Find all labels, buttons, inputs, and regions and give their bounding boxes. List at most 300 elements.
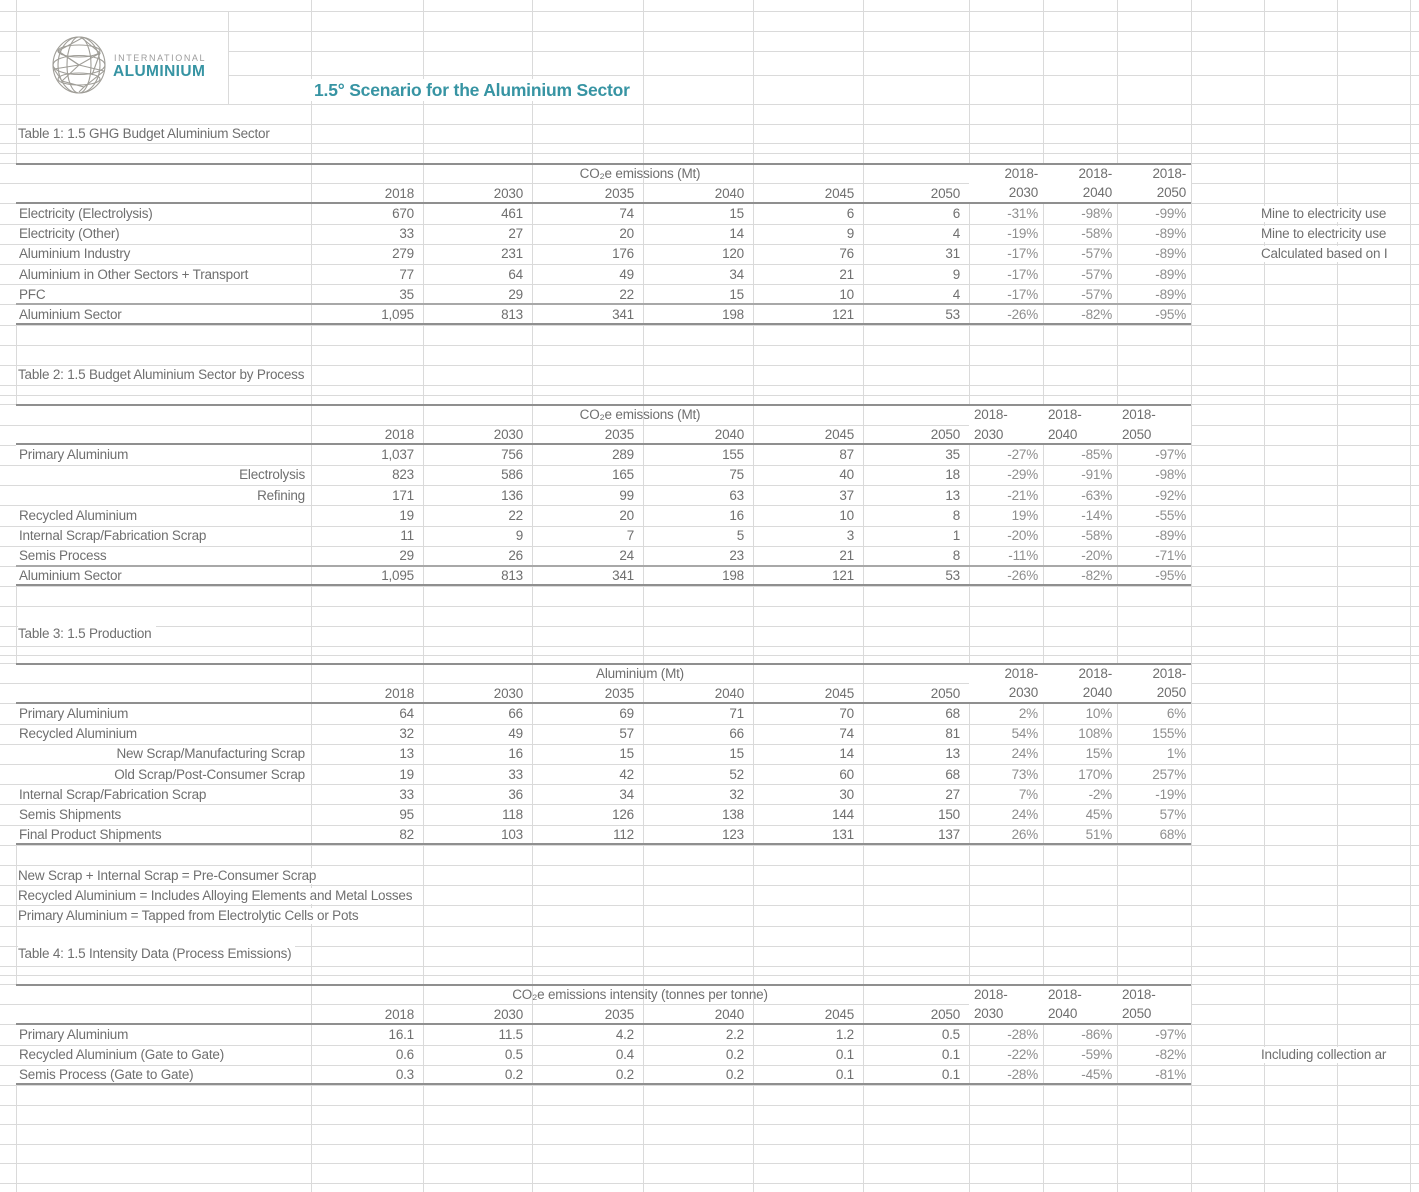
pct-cell[interactable]: 73%: [1011, 766, 1038, 782]
row-label-cell[interactable]: Semis Process: [19, 548, 107, 564]
pct-cell[interactable]: 45%: [1085, 806, 1112, 822]
year-header[interactable]: 2018: [384, 1006, 414, 1022]
value-cell[interactable]: 75: [729, 467, 744, 483]
pct-cell[interactable]: -81%: [1155, 1067, 1186, 1083]
row-label-cell[interactable]: Semis Shipments: [19, 806, 122, 822]
pct-cell[interactable]: -31%: [1007, 205, 1038, 221]
pct-range-header-line: 2030: [1008, 185, 1038, 201]
value-cell[interactable]: 9: [846, 226, 854, 242]
year-header[interactable]: 2050: [930, 1006, 960, 1022]
pct-cell[interactable]: -86%: [1081, 1026, 1112, 1042]
year-header[interactable]: 2035: [604, 426, 634, 442]
value-cell[interactable]: 76: [839, 246, 854, 262]
unit-header: Aluminium (Mt): [596, 665, 684, 681]
value-cell[interactable]: 99: [619, 487, 634, 503]
row-label-cell[interactable]: Final Product Shipments: [19, 827, 162, 843]
year-header[interactable]: 2035: [604, 685, 634, 701]
value-cell[interactable]: 0.1: [941, 1047, 960, 1063]
value-cell[interactable]: 69: [619, 705, 634, 721]
value-cell[interactable]: 137: [938, 827, 960, 843]
gridline-horizontal: [0, 143, 1419, 144]
row-label-cell[interactable]: Primary Aluminium: [19, 447, 129, 463]
row-label-cell[interactable]: Primary Aluminium: [19, 1026, 129, 1042]
value-cell[interactable]: 0.5: [941, 1026, 960, 1042]
pct-cell[interactable]: -22%: [1007, 1047, 1038, 1063]
value-cell[interactable]: 20: [619, 507, 634, 523]
gridline-horizontal: [0, 926, 1419, 927]
value-cell[interactable]: 82: [399, 827, 414, 843]
row-label-cell[interactable]: Internal Scrap/Fabrication Scrap: [19, 528, 207, 544]
value-cell[interactable]: 6: [846, 205, 854, 221]
value-cell[interactable]: 33: [399, 226, 414, 242]
pct-range-header[interactable]: [969, 664, 1043, 703]
pct-range-header[interactable]: [969, 164, 1043, 203]
value-cell[interactable]: 1,095: [381, 306, 414, 322]
pct-cell[interactable]: -2%: [1088, 786, 1112, 802]
value-cell[interactable]: 37: [839, 487, 854, 503]
value-cell[interactable]: 32: [729, 786, 744, 802]
pct-cell[interactable]: -89%: [1155, 226, 1186, 242]
value-cell[interactable]: 138: [722, 806, 744, 822]
table-4: [16, 984, 1191, 1085]
value-cell[interactable]: 670: [392, 205, 414, 221]
row-label-cell[interactable]: Refining: [257, 487, 305, 503]
table-header-border: [16, 702, 1191, 704]
row-label-cell[interactable]: Aluminium in Other Sectors + Transport: [19, 266, 249, 282]
table4-section-label[interactable]: Table 4: 1.5 Intensity Data (Process Emissions): [18, 946, 295, 962]
value-cell[interactable]: 87: [839, 447, 854, 463]
page-title[interactable]: 1.5° Scenario for the Aluminium Sector: [310, 79, 634, 101]
pct-cell[interactable]: -28%: [1007, 1067, 1038, 1083]
row-label-cell[interactable]: Recycled Aluminium: [19, 507, 137, 523]
value-cell[interactable]: 165: [612, 467, 634, 483]
value-cell[interactable]: 10: [839, 286, 854, 302]
pct-cell[interactable]: -82%: [1155, 1047, 1186, 1063]
pct-cell[interactable]: -59%: [1081, 1047, 1112, 1063]
row-side-note[interactable]: Calculated based on I: [1261, 246, 1402, 262]
pct-cell[interactable]: -71%: [1155, 548, 1186, 564]
year-header[interactable]: 2030: [493, 185, 523, 201]
year-header[interactable]: 2035: [604, 1006, 634, 1022]
value-cell[interactable]: 14: [839, 746, 854, 762]
pct-cell[interactable]: -55%: [1155, 507, 1186, 523]
value-cell[interactable]: 40: [839, 467, 854, 483]
value-cell[interactable]: 23: [729, 548, 744, 564]
year-header[interactable]: 2018: [384, 426, 414, 442]
value-cell[interactable]: 8: [952, 548, 960, 564]
gridline-horizontal: [0, 586, 1419, 587]
value-cell[interactable]: 18: [945, 467, 960, 483]
pct-cell[interactable]: 15%: [1085, 746, 1112, 762]
year-header[interactable]: 2050: [930, 185, 960, 201]
row-label-cell[interactable]: New Scrap/Manufacturing Scrap: [116, 746, 305, 762]
year-header[interactable]: 2045: [824, 426, 854, 442]
pct-cell[interactable]: -92%: [1155, 487, 1186, 503]
table2-section-label[interactable]: Table 2: 1.5 Budget Aluminium Sector by Process: [18, 367, 308, 383]
footnote-1[interactable]: New Scrap + Internal Scrap = Pre-Consumer Scrap: [18, 868, 320, 884]
value-cell[interactable]: 35: [945, 447, 960, 463]
pct-cell[interactable]: -19%: [1155, 786, 1186, 802]
value-cell[interactable]: 64: [399, 705, 414, 721]
value-cell[interactable]: 11: [400, 528, 414, 544]
pct-cell[interactable]: 2%: [1018, 705, 1038, 721]
pct-cell[interactable]: 24%: [1011, 806, 1038, 822]
value-cell[interactable]: 95: [399, 806, 414, 822]
pct-cell[interactable]: 170%: [1078, 766, 1112, 782]
pct-cell[interactable]: -21%: [1007, 487, 1038, 503]
year-header[interactable]: 2040: [714, 426, 744, 442]
value-cell[interactable]: 13: [945, 487, 960, 503]
value-cell[interactable]: 16.1: [388, 1026, 414, 1042]
value-cell[interactable]: 120: [722, 246, 744, 262]
value-cell[interactable]: 144: [832, 806, 854, 822]
value-cell[interactable]: 0.1: [941, 1067, 960, 1083]
year-header[interactable]: 2050: [930, 685, 960, 701]
value-cell[interactable]: 150: [938, 806, 960, 822]
value-cell[interactable]: 0.5: [504, 1047, 523, 1063]
value-cell[interactable]: 63: [729, 487, 744, 503]
value-cell[interactable]: 0.6: [395, 1047, 414, 1063]
value-cell[interactable]: 121: [832, 568, 854, 584]
value-cell[interactable]: 155: [722, 447, 744, 463]
pct-cell[interactable]: -89%: [1155, 266, 1186, 282]
value-cell[interactable]: 289: [612, 447, 634, 463]
value-cell[interactable]: 0.2: [615, 1067, 634, 1083]
value-cell[interactable]: 34: [619, 786, 634, 802]
gridline-horizontal: [0, 885, 1419, 886]
pct-cell[interactable]: -11%: [1008, 548, 1038, 564]
year-header[interactable]: 2040: [714, 185, 744, 201]
value-cell[interactable]: 1: [952, 528, 960, 544]
year-header[interactable]: 2035: [604, 185, 634, 201]
value-cell[interactable]: 66: [508, 705, 523, 721]
pct-cell[interactable]: -97%: [1155, 447, 1186, 463]
pct-cell[interactable]: -57%: [1081, 286, 1112, 302]
value-cell[interactable]: 52: [729, 766, 744, 782]
row-label-cell[interactable]: Electricity (Electrolysis): [19, 205, 153, 221]
pct-cell[interactable]: -89%: [1155, 528, 1186, 544]
value-cell[interactable]: 5: [736, 528, 744, 544]
value-cell[interactable]: 0.2: [725, 1047, 744, 1063]
value-cell[interactable]: 15: [729, 205, 744, 221]
pct-cell[interactable]: 19%: [1011, 507, 1038, 523]
pct-cell[interactable]: -58%: [1081, 528, 1112, 544]
value-cell[interactable]: 813: [501, 568, 523, 584]
row-label-cell[interactable]: Aluminium Sector: [19, 568, 122, 584]
pct-cell[interactable]: -45%: [1081, 1067, 1112, 1083]
pct-range-header-line: 2050: [1122, 426, 1152, 442]
pct-range-header[interactable]: [1043, 985, 1117, 1024]
pct-cell[interactable]: -17%: [1007, 246, 1038, 262]
value-cell[interactable]: 27: [508, 226, 523, 242]
value-cell[interactable]: 131: [832, 827, 854, 843]
value-cell[interactable]: 81: [945, 726, 960, 742]
year-header[interactable]: 2045: [824, 185, 854, 201]
value-cell[interactable]: 68: [945, 705, 960, 721]
pct-cell[interactable]: -29%: [1007, 467, 1038, 483]
value-cell[interactable]: 26: [508, 548, 523, 564]
year-header[interactable]: 2040: [714, 685, 744, 701]
pct-range-header[interactable]: [1117, 664, 1191, 703]
value-cell[interactable]: 22: [619, 286, 634, 302]
pct-cell[interactable]: 54%: [1011, 726, 1038, 742]
pct-cell[interactable]: -19%: [1007, 226, 1038, 242]
row-label-cell[interactable]: Electricity (Other): [19, 226, 120, 242]
value-cell[interactable]: 64: [508, 266, 523, 282]
pct-cell[interactable]: -26%: [1007, 306, 1038, 322]
pct-range-header-line: 2030: [974, 426, 1004, 442]
pct-cell[interactable]: -89%: [1155, 286, 1186, 302]
value-cell[interactable]: 49: [619, 266, 634, 282]
value-cell[interactable]: 341: [612, 568, 634, 584]
value-cell[interactable]: 1,095: [381, 568, 414, 584]
value-cell[interactable]: 136: [501, 487, 523, 503]
pct-cell[interactable]: -57%: [1081, 246, 1112, 262]
row-label-cell[interactable]: Recycled Aluminium (Gate to Gate): [19, 1047, 224, 1063]
pct-cell[interactable]: -99%: [1155, 205, 1186, 221]
pct-cell[interactable]: -26%: [1007, 568, 1038, 584]
value-cell[interactable]: 461: [501, 205, 523, 221]
pct-cell[interactable]: -28%: [1007, 1026, 1038, 1042]
value-cell[interactable]: 0.2: [504, 1067, 523, 1083]
value-cell[interactable]: 6: [952, 205, 960, 221]
table1-section-label[interactable]: Table 1: 1.5 GHG Budget Aluminium Sector: [18, 126, 274, 142]
gridline-horizontal: [0, 865, 1419, 866]
value-cell[interactable]: 31: [945, 246, 960, 262]
pct-cell[interactable]: 108%: [1078, 726, 1112, 742]
value-cell[interactable]: 13: [399, 746, 414, 762]
table-top-border: [16, 984, 1191, 986]
pct-cell[interactable]: -63%: [1081, 487, 1112, 503]
value-cell[interactable]: 13: [945, 746, 960, 762]
footnote-3[interactable]: Primary Aluminium = Tapped from Electrolytic Cells or Pots: [18, 908, 362, 924]
value-cell[interactable]: 9: [952, 266, 960, 282]
value-cell[interactable]: 198: [722, 306, 744, 322]
footnote-2[interactable]: Recycled Aluminium = Includes Alloying Elements and Metal Losses: [18, 888, 416, 904]
value-cell[interactable]: 36: [508, 786, 523, 802]
value-cell[interactable]: 126: [612, 806, 634, 822]
row-side-note[interactable]: Mine to electricity use: [1261, 226, 1402, 242]
year-header[interactable]: 2018: [384, 185, 414, 201]
value-cell[interactable]: 0.1: [835, 1047, 854, 1063]
row-label-cell[interactable]: Primary Aluminium: [19, 705, 129, 721]
pct-cell[interactable]: 24%: [1011, 746, 1038, 762]
value-cell[interactable]: 19: [399, 507, 414, 523]
value-cell[interactable]: 0.3: [395, 1067, 414, 1083]
pct-cell[interactable]: 57%: [1159, 806, 1186, 822]
pct-range-header[interactable]: [1117, 405, 1191, 444]
pct-cell[interactable]: -82%: [1081, 306, 1112, 322]
value-cell[interactable]: 29: [508, 286, 523, 302]
value-cell[interactable]: 176: [612, 246, 634, 262]
value-cell[interactable]: 103: [501, 827, 523, 843]
value-cell[interactable]: 57: [619, 726, 634, 742]
value-cell[interactable]: 0.4: [615, 1047, 634, 1063]
pct-range-header[interactable]: [969, 405, 1043, 444]
pct-cell[interactable]: -98%: [1081, 205, 1112, 221]
pct-range-header-line: 2018-: [1004, 166, 1038, 181]
value-cell[interactable]: 198: [722, 568, 744, 584]
row-label-cell[interactable]: Electrolysis: [239, 467, 305, 483]
value-cell[interactable]: 15: [729, 746, 744, 762]
value-cell[interactable]: 35: [399, 286, 414, 302]
pct-cell[interactable]: -20%: [1081, 548, 1112, 564]
row-label-cell[interactable]: Aluminium Sector: [19, 306, 122, 322]
value-cell[interactable]: 171: [392, 487, 414, 503]
year-header[interactable]: 2045: [824, 1006, 854, 1022]
value-cell[interactable]: 15: [619, 746, 634, 762]
value-cell[interactable]: 60: [839, 766, 854, 782]
pct-range-header-line: 2018-: [1048, 407, 1082, 423]
year-header[interactable]: 2040: [714, 1006, 744, 1022]
year-header[interactable]: 2050: [930, 426, 960, 442]
value-cell[interactable]: 10: [839, 507, 854, 523]
year-header[interactable]: 2018: [384, 685, 414, 701]
gridline-horizontal: [0, 606, 1419, 607]
value-cell[interactable]: 33: [508, 766, 523, 782]
value-cell[interactable]: 11.5: [498, 1026, 523, 1042]
unit-header: CO₂e emissions (Mt): [579, 406, 701, 422]
value-cell[interactable]: 341: [612, 306, 634, 322]
pct-cell[interactable]: -57%: [1081, 266, 1112, 282]
pct-range-header-line: 2040: [1048, 426, 1078, 442]
value-cell[interactable]: 279: [392, 246, 414, 262]
value-cell[interactable]: 33: [399, 786, 414, 802]
value-cell[interactable]: 756: [501, 447, 523, 463]
value-cell[interactable]: 77: [399, 266, 414, 282]
value-cell[interactable]: 8: [952, 507, 960, 523]
value-cell[interactable]: 53: [945, 568, 960, 584]
value-cell[interactable]: 70: [839, 705, 854, 721]
pct-cell[interactable]: 10%: [1085, 705, 1112, 721]
pct-range-header-line: 2040: [1082, 185, 1112, 201]
value-cell[interactable]: 21: [839, 548, 854, 564]
pct-cell[interactable]: -98%: [1155, 467, 1186, 483]
unit-header: CO₂e emissions (Mt): [579, 165, 701, 181]
value-cell[interactable]: 586: [501, 467, 523, 483]
row-label-cell[interactable]: Semis Process (Gate to Gate): [19, 1067, 194, 1083]
pct-cell[interactable]: -17%: [1007, 266, 1038, 282]
pct-cell[interactable]: -14%: [1081, 507, 1112, 523]
pct-range-header[interactable]: [1117, 985, 1191, 1024]
value-cell[interactable]: 4: [952, 226, 960, 242]
value-cell[interactable]: 74: [619, 205, 634, 221]
value-cell[interactable]: 813: [501, 306, 523, 322]
value-cell[interactable]: 231: [501, 246, 523, 262]
pct-cell[interactable]: -97%: [1155, 1026, 1186, 1042]
pct-cell[interactable]: -95%: [1155, 306, 1186, 322]
year-header[interactable]: 2030: [493, 685, 523, 701]
value-cell[interactable]: 118: [502, 806, 523, 822]
row-label-cell[interactable]: Aluminium Industry: [19, 246, 131, 262]
pct-cell[interactable]: 155%: [1152, 726, 1186, 742]
pct-cell[interactable]: 68%: [1159, 827, 1186, 843]
pct-range-header[interactable]: [969, 985, 1043, 1024]
value-cell[interactable]: 4.2: [615, 1026, 634, 1042]
pct-cell[interactable]: -91%: [1081, 467, 1112, 483]
value-cell[interactable]: 34: [729, 266, 744, 282]
value-cell[interactable]: 27: [945, 786, 960, 802]
value-cell[interactable]: 30: [839, 786, 854, 802]
row-side-note[interactable]: Mine to electricity use: [1261, 206, 1402, 222]
pct-cell[interactable]: -95%: [1155, 568, 1186, 584]
pct-cell[interactable]: -82%: [1081, 568, 1112, 584]
value-cell[interactable]: 29: [399, 548, 414, 564]
row-label-cell[interactable]: Internal Scrap/Fabrication Scrap: [19, 786, 207, 802]
pct-cell[interactable]: 7%: [1018, 786, 1038, 802]
row-label-cell[interactable]: Recycled Aluminium: [19, 726, 137, 742]
value-cell[interactable]: 4: [952, 286, 960, 302]
pct-range-header[interactable]: [1043, 664, 1117, 703]
value-cell[interactable]: 74: [839, 726, 854, 742]
value-cell[interactable]: 2.2: [725, 1026, 744, 1042]
value-cell[interactable]: 49: [508, 726, 523, 742]
value-cell[interactable]: 32: [399, 726, 414, 742]
pct-range-header[interactable]: [1043, 164, 1117, 203]
value-cell[interactable]: 9: [515, 528, 523, 544]
pct-range-header[interactable]: [1043, 405, 1117, 444]
value-cell[interactable]: 3: [846, 528, 854, 544]
table-2: [16, 404, 1191, 586]
pct-cell[interactable]: 1%: [1166, 746, 1186, 762]
year-header[interactable]: 2030: [493, 1006, 523, 1022]
year-header[interactable]: 2030: [493, 426, 523, 442]
row-label-cell[interactable]: Old Scrap/Post-Consumer Scrap: [114, 766, 305, 782]
year-header[interactable]: 2045: [824, 685, 854, 701]
value-cell[interactable]: 24: [619, 548, 634, 564]
value-cell[interactable]: 19: [399, 766, 414, 782]
pct-cell[interactable]: 51%: [1085, 827, 1112, 843]
value-cell[interactable]: 21: [839, 266, 854, 282]
value-cell[interactable]: 66: [729, 726, 744, 742]
row-label-cell[interactable]: PFC: [19, 286, 46, 302]
pct-cell[interactable]: -17%: [1007, 286, 1038, 302]
pct-cell[interactable]: -89%: [1155, 246, 1186, 262]
value-cell[interactable]: 121: [832, 306, 854, 322]
value-cell[interactable]: 123: [722, 827, 744, 843]
pct-range-header[interactable]: [1117, 164, 1191, 203]
pct-cell[interactable]: -20%: [1007, 528, 1038, 544]
value-cell[interactable]: 68: [945, 766, 960, 782]
pct-range-header-line: 2018-: [1122, 407, 1156, 423]
pct-cell[interactable]: 26%: [1011, 827, 1038, 843]
gridline-horizontal: [0, 1124, 1419, 1125]
pct-cell[interactable]: -58%: [1081, 226, 1112, 242]
value-cell[interactable]: 14: [729, 226, 744, 242]
value-cell[interactable]: 1.2: [835, 1026, 854, 1042]
value-cell[interactable]: 7: [626, 528, 634, 544]
value-cell[interactable]: 823: [392, 467, 414, 483]
pct-cell[interactable]: 257%: [1152, 766, 1186, 782]
value-cell[interactable]: 53: [945, 306, 960, 322]
value-cell[interactable]: 16: [508, 746, 523, 762]
value-cell[interactable]: 1,037: [381, 447, 414, 463]
value-cell[interactable]: 20: [619, 226, 634, 242]
value-cell[interactable]: 112: [613, 827, 634, 843]
pct-cell[interactable]: -27%: [1007, 447, 1038, 463]
value-cell[interactable]: 16: [729, 507, 744, 523]
value-cell[interactable]: 0.1: [835, 1067, 854, 1083]
value-cell[interactable]: 15: [729, 286, 744, 302]
pct-cell[interactable]: 6%: [1166, 705, 1186, 721]
row-side-note[interactable]: Including collection ar: [1261, 1047, 1402, 1063]
value-cell[interactable]: 71: [729, 705, 744, 721]
value-cell[interactable]: 22: [508, 507, 523, 523]
value-cell[interactable]: 0.2: [725, 1067, 744, 1083]
value-cell[interactable]: 42: [619, 766, 634, 782]
pct-cell[interactable]: -85%: [1081, 447, 1112, 463]
table3-section-label[interactable]: Table 3: 1.5 Production: [18, 626, 156, 642]
